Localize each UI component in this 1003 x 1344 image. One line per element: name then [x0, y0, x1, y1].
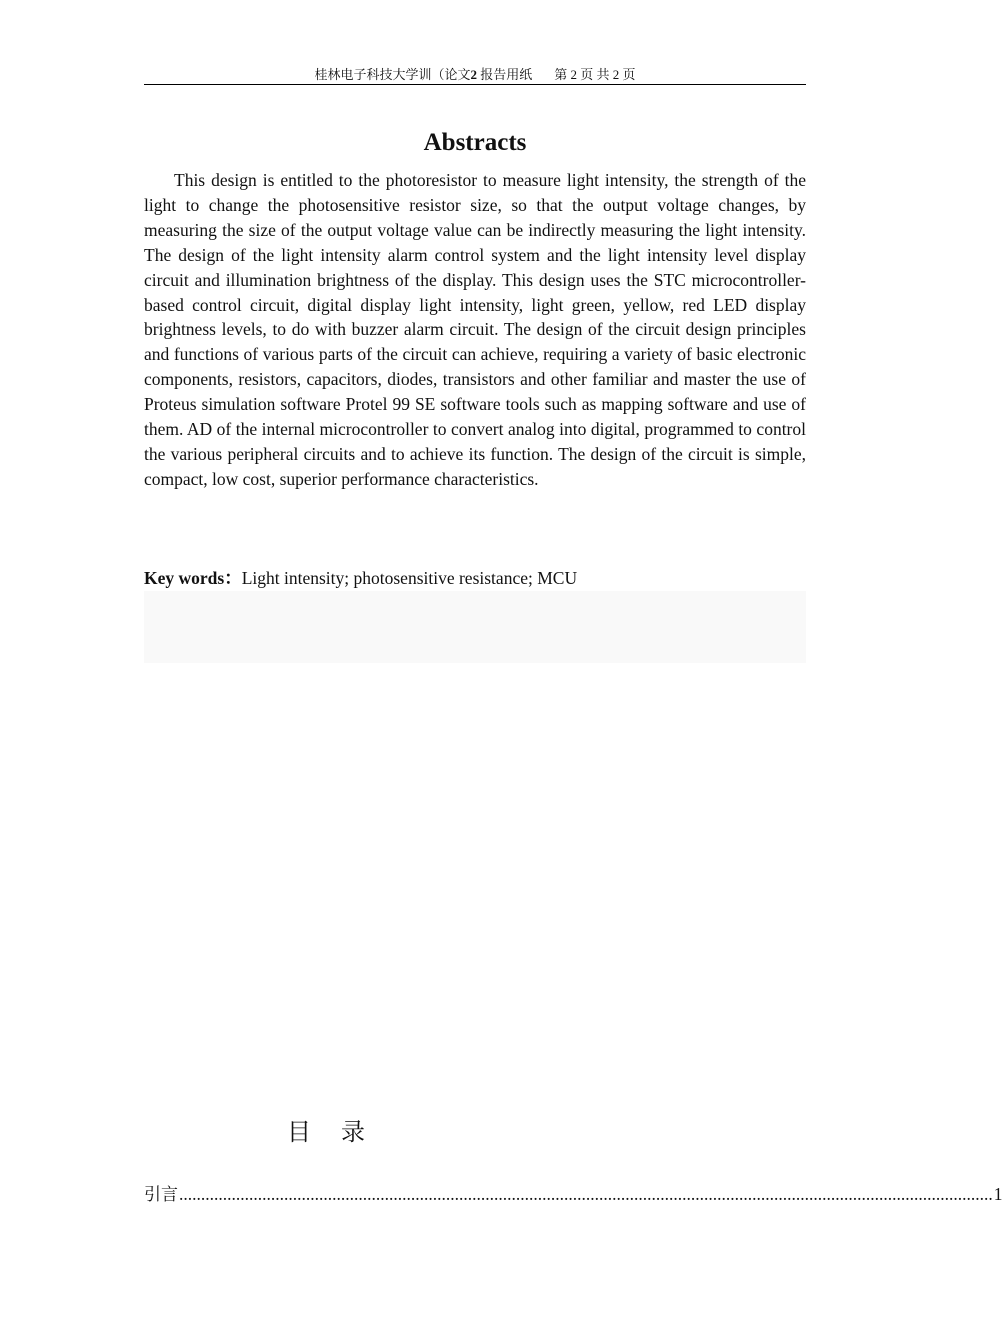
header-page-info: 第 2 页 共 2 页 — [554, 67, 636, 82]
header-paper-text: 报告用纸 — [476, 67, 533, 82]
toc-title-char-2: 录 — [341, 1118, 365, 1146]
toc-entry-leader: .......................................................................................................................................................................................... — [179, 1184, 993, 1204]
toc-title — [287, 1116, 365, 1148]
running-header — [144, 66, 806, 85]
toc-entry[interactable] — [144, 1182, 1003, 1206]
toc-title-char-1: 目 — [287, 1118, 311, 1146]
header-number: 2 — [470, 67, 477, 82]
keywords-label: Key words： — [144, 568, 242, 588]
keywords-line — [144, 566, 806, 591]
toc-entry-page-number: 1 — [993, 1184, 1003, 1204]
abstract-title: Abstracts — [423, 129, 527, 156]
shaded-region — [144, 591, 806, 663]
keywords-value: Light intensity; photosensitive resistance; MCU — [241, 568, 578, 588]
header-school-text: 桂林电子科技大学训（论文 — [314, 67, 471, 82]
toc-entry-label: 引言 — [144, 1185, 178, 1205]
abstract-body: This design is entitled to the photoresistor to measure light intensity, the strength of the light to change the photosensitive resistor size, so that the output voltage changes, by measuring the size of the output voltage value can be indirectly measuring the light intensity. The design of the light intensity alarm control system and the light intensity level display circuit and illumination brightness of the display. This design uses the STC microcontroller-based control circuit, digital display light intensity, light green, yellow, red LED display brightness levels, to do with buzzer alarm circuit. The design of the circuit design principles and functions of various parts of the circuit can achieve, requiring a variety of basic electronic components, resistors, capacitors, diodes, transistors and other familiar and master the use of Proteus simulation software Protel 99 SE software tools such as mapping software and use of them. AD of the internal microcontroller to convert analog into digital, programmed to control the various peripheral circuits and to achieve its function. The design of the circuit is simple, compact, low cost, superior performance characteristics. — [144, 170, 806, 489]
